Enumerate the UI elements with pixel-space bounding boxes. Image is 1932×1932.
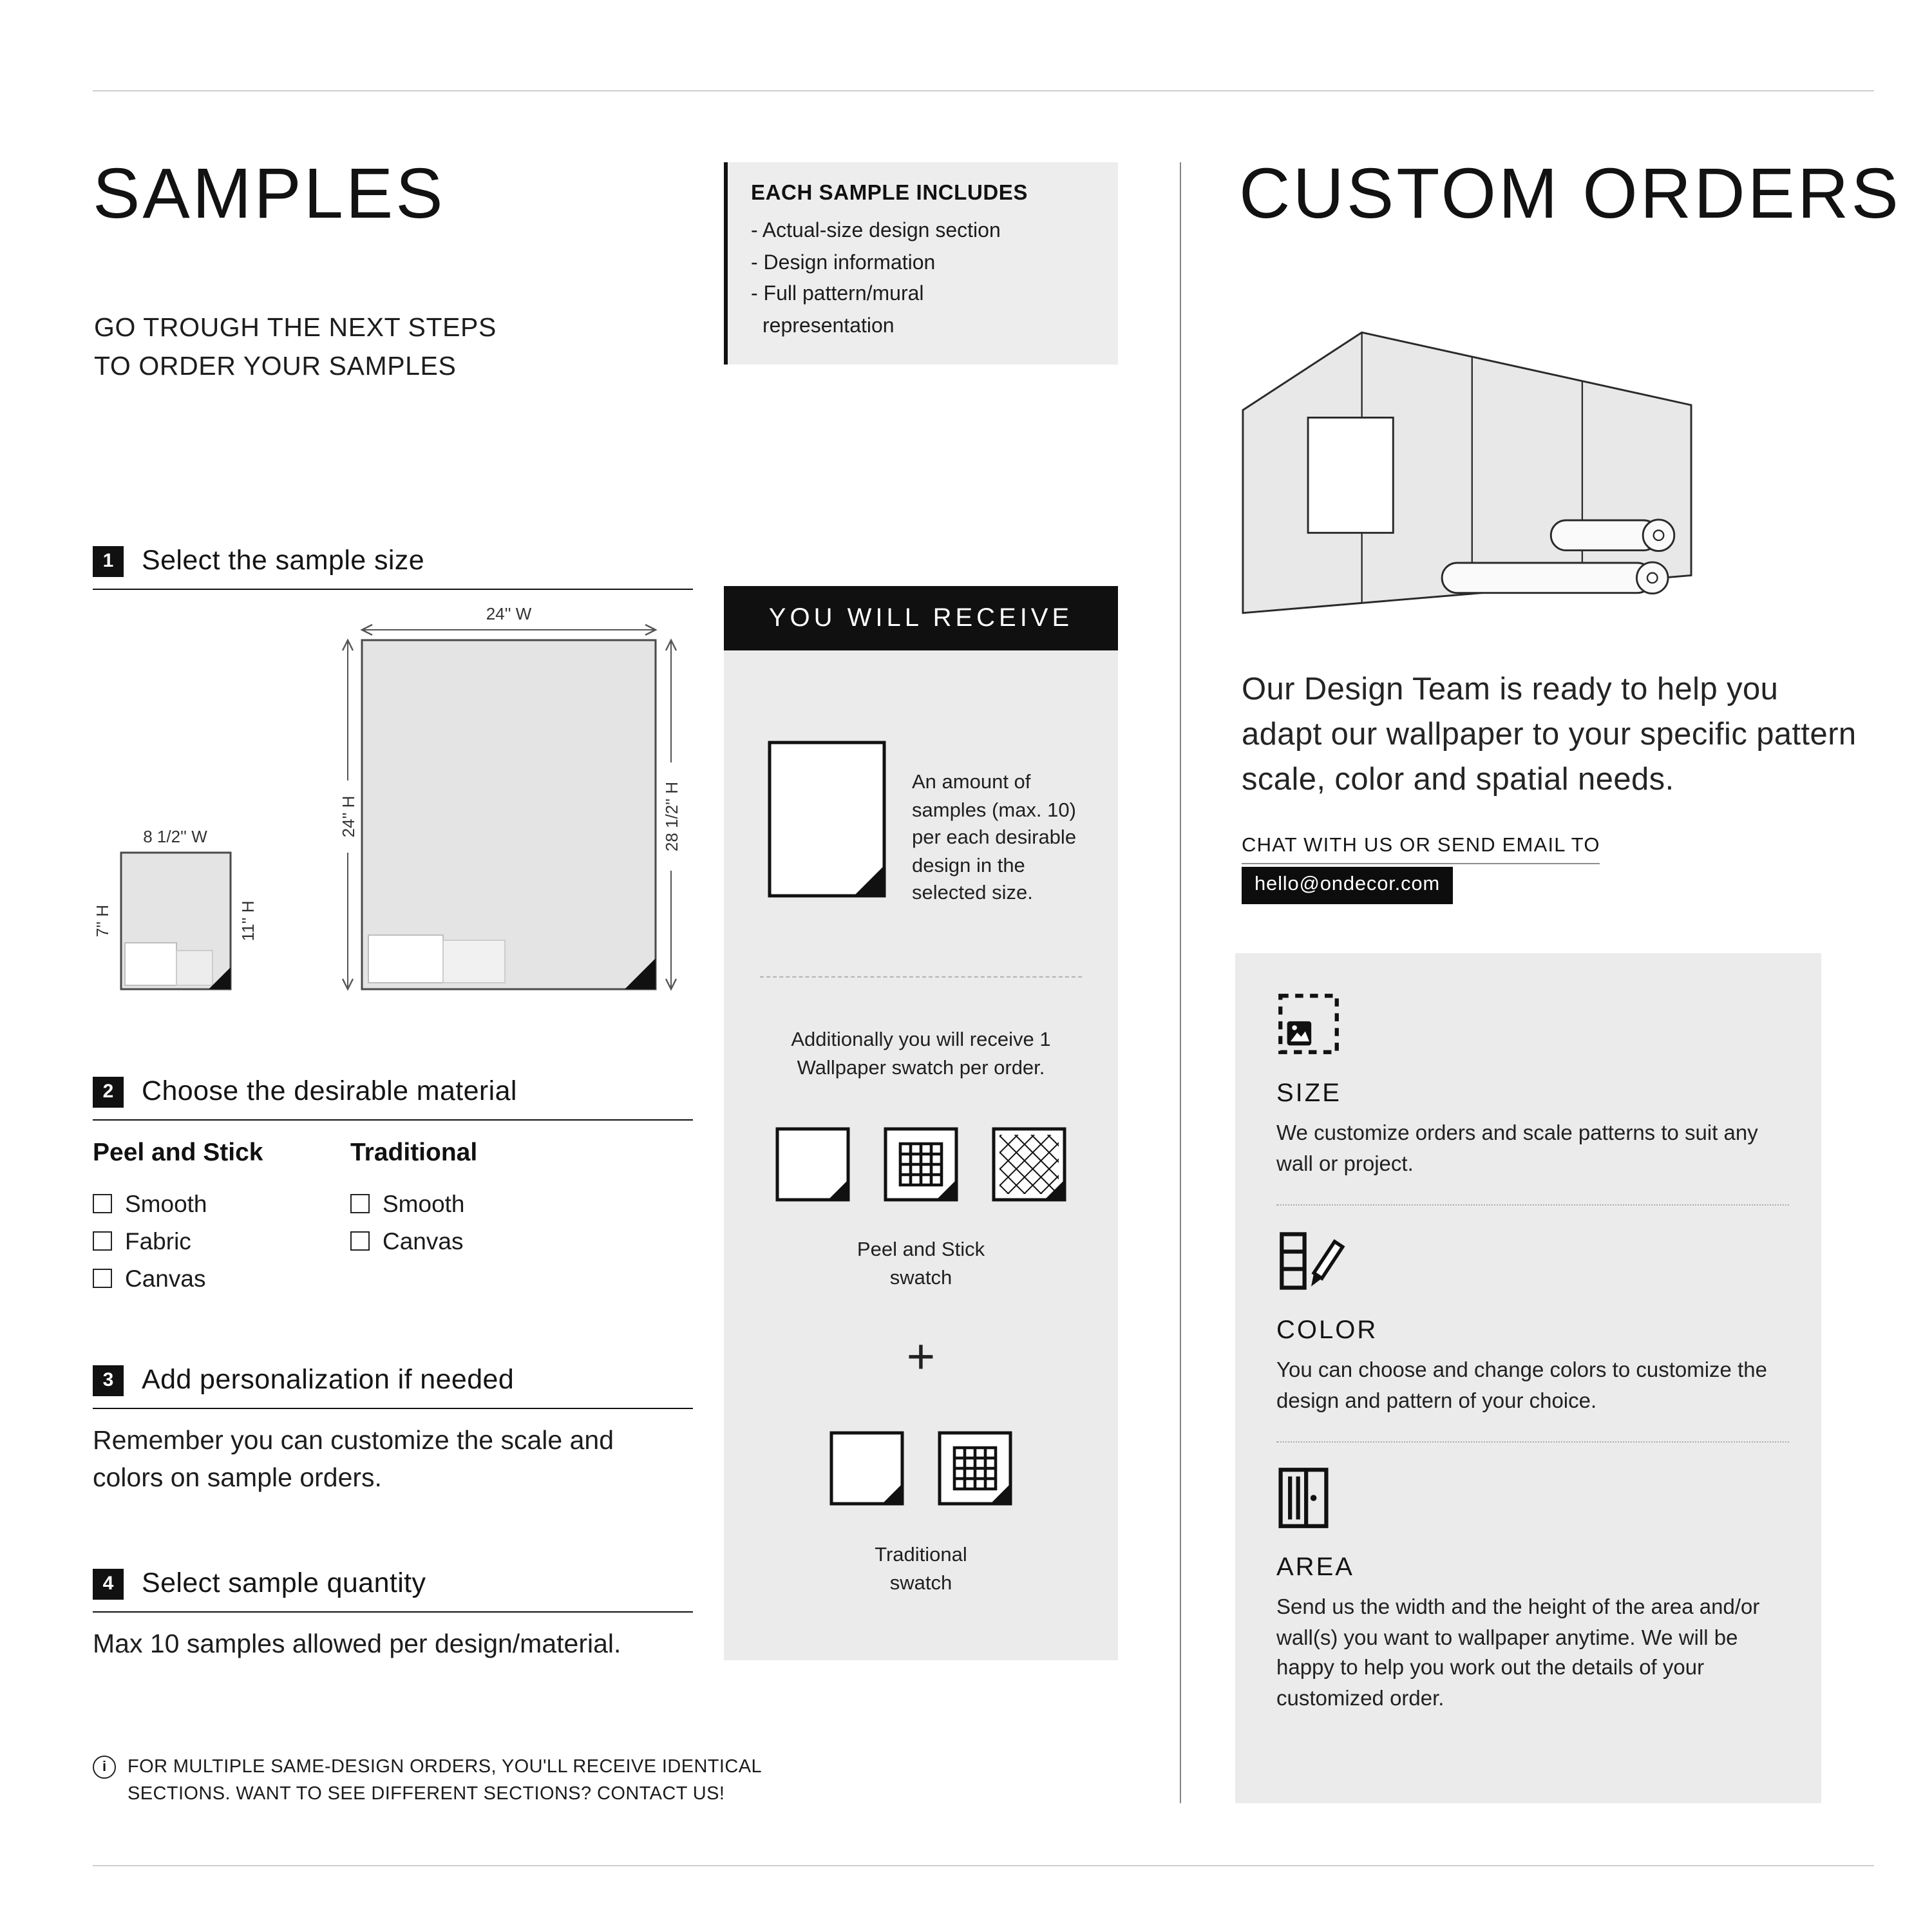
receive-additional-text: Additionally you will receive 1 Wallpaper swatch per order. <box>791 1029 1051 1079</box>
step-3-header <box>93 1364 693 1409</box>
feature-size-title: SIZE <box>1276 1079 1341 1108</box>
receive-header: YOU WILL RECEIVE <box>724 586 1118 650</box>
sample-includes-item: - Full pattern/mural representation <box>751 283 924 337</box>
step-2-title: Choose the desirable material <box>142 1075 517 1106</box>
material-traditional-title: Traditional <box>350 1139 478 1167</box>
step-4-text: Max 10 samples allowed per design/material. <box>93 1629 621 1659</box>
dashed-divider <box>760 976 1082 978</box>
small-height-left-label: 7'' H <box>93 904 112 938</box>
custom-features-panel <box>1235 953 1821 1803</box>
sample-size-diagram <box>82 603 701 1002</box>
traditional-swatch-label: Traditional swatch <box>875 1544 967 1594</box>
plain-swatch-icon <box>829 1431 904 1506</box>
checkbox[interactable] <box>93 1231 112 1251</box>
chat-label: CHAT WITH US OR SEND EMAIL TO <box>1242 835 1600 864</box>
large-width-label: 24'' W <box>486 604 532 623</box>
checkbox[interactable] <box>93 1194 112 1213</box>
color-icon <box>1276 1229 1346 1293</box>
samples-intro-line-1: GO TROUGH THE NEXT STEPS <box>94 313 497 343</box>
chat-block <box>1242 835 1600 904</box>
samples-intro <box>94 309 497 386</box>
footnote-text: FOR MULTIPLE SAME-DESIGN ORDERS, YOU'LL RECEIVE IDENTICAL SECTIONS. WANT TO SEE DIFFERENT SECTIONS? CONTACT US! <box>128 1757 761 1804</box>
custom-paragraph: Our Design Team is ready to help you adapt our wallpaper to your specific pattern scale, color and spatial needs. <box>1242 672 1857 797</box>
material-option[interactable] <box>93 1260 263 1297</box>
traditional-swatch-row <box>724 1431 1118 1506</box>
checkbox[interactable] <box>93 1269 112 1288</box>
step-4-title: Select sample quantity <box>142 1567 426 1598</box>
top-rule <box>93 90 1874 91</box>
step-3-text: Remember you can customize the scale and colors on sample orders. <box>93 1426 614 1493</box>
email-badge[interactable]: hello@ondecor.com <box>1242 867 1453 904</box>
small-sample-sheet <box>125 943 176 985</box>
step-1-header <box>93 545 693 590</box>
material-option[interactable] <box>93 1185 263 1222</box>
sample-includes-item: - Design information <box>751 252 936 274</box>
bottom-rule <box>93 1865 1874 1866</box>
info-icon: i <box>93 1756 116 1779</box>
step-2-number: 2 <box>93 1076 124 1107</box>
dotted-divider <box>1276 1441 1789 1443</box>
grid-swatch-icon <box>884 1127 958 1202</box>
step-3-number: 3 <box>93 1365 124 1396</box>
step-4-header <box>93 1567 693 1613</box>
large-height-right-label: 28 1/2'' H <box>662 781 681 852</box>
material-option-label: Fabric <box>125 1227 191 1254</box>
feature-color-title: COLOR <box>1276 1316 1378 1345</box>
feature-area-title: AREA <box>1276 1553 1354 1582</box>
samples-intro-line-2: TO ORDER YOUR SAMPLES <box>94 352 457 381</box>
wallpaper-roll-icon <box>1442 563 1653 593</box>
material-option[interactable] <box>350 1185 477 1222</box>
size-icon <box>1276 992 1341 1056</box>
large-height-left-label: 24'' H <box>339 795 358 838</box>
checkbox[interactable] <box>350 1231 370 1251</box>
wall-illustration <box>1242 326 1692 620</box>
step-2-header <box>93 1075 693 1121</box>
step-1-title: Select the sample size <box>142 545 425 576</box>
large-sample-sheet <box>368 935 443 983</box>
crosshatch-swatch-icon <box>992 1127 1066 1202</box>
custom-orders-title: CUSTOM ORDERS <box>1239 153 1901 233</box>
sample-includes-box <box>724 162 1118 365</box>
material-option-label: Canvas <box>125 1264 206 1291</box>
feature-color <box>1276 1229 1785 1417</box>
dotted-divider <box>1276 1204 1789 1206</box>
plain-swatch-icon <box>775 1127 850 1202</box>
step-3-title: Add personalization if needed <box>142 1364 515 1395</box>
samples-title: SAMPLES <box>93 153 446 233</box>
material-option[interactable] <box>93 1222 263 1260</box>
material-traditional-column <box>350 1139 477 1260</box>
wall-frame <box>1308 417 1393 533</box>
footnote <box>93 1754 864 1808</box>
small-sample-swatch <box>176 951 213 985</box>
material-option-label: Smooth <box>125 1189 207 1217</box>
small-height-right-label: 11'' H <box>238 900 258 942</box>
material-peel-column <box>93 1139 263 1297</box>
material-option-label: Smooth <box>383 1189 465 1217</box>
large-sample-swatch <box>443 940 505 983</box>
peel-swatch-row <box>724 1127 1118 1202</box>
small-width-label: 8 1/2'' W <box>143 827 207 846</box>
feature-area <box>1276 1466 1785 1714</box>
material-option-label: Canvas <box>383 1227 464 1254</box>
step-4-number: 4 <box>93 1568 124 1599</box>
sample-includes-title: EACH SAMPLE INCLUDES <box>751 182 1028 205</box>
sample-page-icon <box>768 741 886 898</box>
area-icon <box>1276 1466 1331 1530</box>
receive-panel <box>724 650 1118 1660</box>
material-option[interactable] <box>350 1222 477 1260</box>
material-peel-title: Peel and Stick <box>93 1139 263 1167</box>
plus-icon: + <box>906 1331 936 1385</box>
sample-includes-item: - Actual-size design section <box>751 220 1001 242</box>
feature-color-text: You can choose and change colors to customize the design and pattern of your choice. <box>1276 1359 1767 1412</box>
receive-samples-text: An amount of samples (max. 10) per each desirable design in the selected size. <box>912 772 1077 904</box>
feature-size <box>1276 992 1785 1180</box>
grid-swatch-icon <box>938 1431 1012 1506</box>
feature-area-text: Send us the width and the height of the area and/or wall(s) you want to wallpaper anytime. We will be happy to help you work out the details of your customized order. <box>1276 1596 1760 1710</box>
feature-size-text: We customize orders and scale patterns to suit any wall or project. <box>1276 1122 1758 1175</box>
step-1-number: 1 <box>93 545 124 576</box>
checkbox[interactable] <box>350 1194 370 1213</box>
column-divider <box>1180 162 1181 1803</box>
peel-swatch-label: Peel and Stick swatch <box>857 1239 985 1289</box>
